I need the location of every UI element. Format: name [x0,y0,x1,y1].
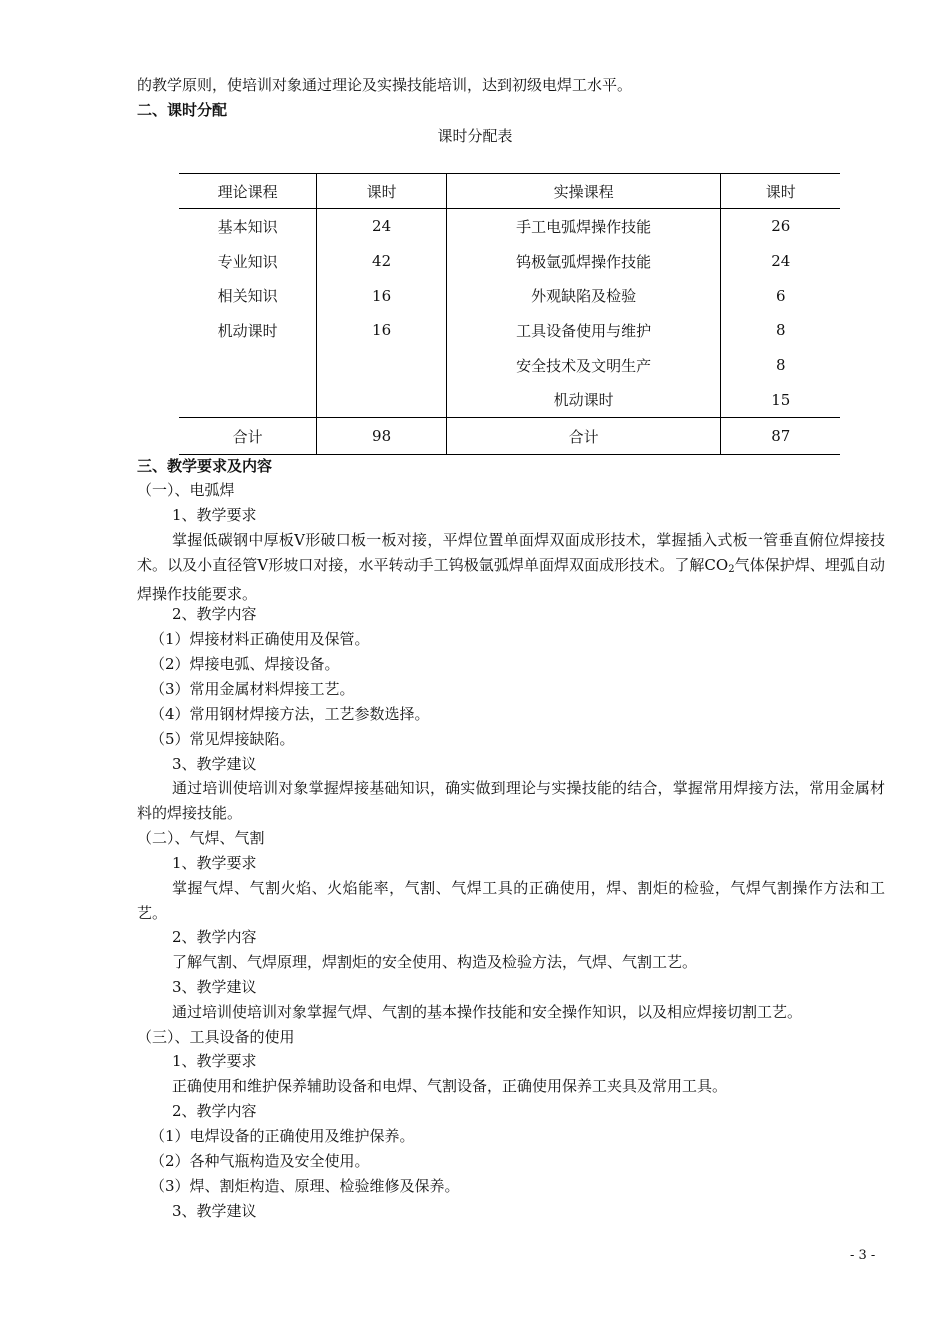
table-row [179,244,840,279]
list-item: （3）常用金属材料焊接工艺。 [150,680,355,698]
arc-requirement-title: 1、教学要求 [172,506,257,524]
gas-advice-title: 3、教学建议 [172,978,257,996]
co2-subscript: 2 [728,564,735,575]
tools-content-title: 2、教学内容 [172,1102,257,1120]
table-cell: 相关知识 [179,278,317,313]
table-row [179,209,840,244]
tools-requirement-text: 正确使用和维护保养辅助设备和电焊、气割设备，正确使用保养工夹具及常用工具。 [172,1077,728,1095]
list-item: （3）焊、割炬构造、原理、检验维修及保养。 [150,1177,460,1195]
table-cell: 钨极氩弧焊操作技能 [446,244,721,279]
table-cell: 6 [775,286,786,305]
arc-advice-title: 3、教学建议 [172,755,257,773]
table-cell: 8 [775,321,786,340]
table-cell: 工具设备使用与维护 [446,313,721,348]
table-cell: 机动课时 [446,382,721,417]
table-cell [179,348,317,383]
table-row [179,313,840,348]
list-item: （2）各种气瓶构造及安全使用。 [150,1152,370,1170]
hours-table [179,173,840,455]
section-3-heading: 三、教学要求及内容 [137,457,273,475]
table-cell: 42 [317,244,446,279]
total-practice-hours: 87 [721,418,840,455]
arc-advice-text: 通过培训使培训对象掌握焊接基础知识，确实做到理论与实操技能的结合，掌握常用焊接方法，常用金属材料的焊接技能。 [137,779,885,822]
arc-welding-title: （一）、电弧焊 [137,481,235,499]
table-total-row [179,418,840,455]
gas-content-title: 2、教学内容 [172,928,257,946]
gas-requirement-text: 掌握气焊、气割火焰、火焰能率，气割、气焊工具的正确使用，焊、割炬的检验，气焊气割操作方法和工艺。 [137,879,885,922]
table-cell: 15 [771,390,791,409]
table-row [179,278,840,313]
table-cell: 16 [317,278,446,313]
arc-requirement-text-b: 气体保护焊、埋弧自动焊操作技能要求。 [137,556,885,603]
table-cell [317,348,446,383]
table-cell: 26 [771,217,791,236]
table-row [179,382,840,417]
tools-advice-title: 3、教学建议 [172,1202,257,1220]
tools-requirement-title: 1、教学要求 [172,1052,257,1070]
list-item: （1）焊接材料正确使用及保管。 [150,630,370,648]
table-cell [179,382,317,417]
section-2-heading: 二、课时分配 [137,101,228,119]
list-item: （5）常见焊接缺陷。 [150,730,295,748]
arc-content-title: 2、教学内容 [172,605,257,623]
table-cell: 机动课时 [179,313,317,348]
gas-content-text: 了解气割、气焊原理，焊割炬的安全使用、构造及检验方法，气焊、气割工艺。 [172,953,698,971]
list-item: （4）常用钢材焊接方法，工艺参数选择。 [150,705,430,723]
total-theory-hours: 98 [317,418,446,455]
gas-advice-text: 通过培训使培训对象掌握气焊、气割的基本操作技能和安全操作知识，以及相应焊接切割工艺。 [172,1003,803,1021]
list-item: （1）电焊设备的正确使用及维护保养。 [150,1127,415,1145]
table-cell [317,382,446,417]
arc-requirement-text-a: 掌握低碳钢中厚板V形破口板一板对接，平焊位置单面焊双面成形技术，掌握插入式板一管垂直俯位焊接技术。以及小直径管V形坡口对接，水平转动手工钨极氩弧焊单面焊双面成形技术。了解CO [137,531,885,574]
page-number: - 3 - [850,1248,876,1263]
table-cell: 外观缺陷及检验 [446,278,721,313]
header-practice-hours: 课时 [721,174,840,209]
table-cell: 专业知识 [179,244,317,279]
header-theory-hours: 课时 [317,174,446,209]
header-practice-course: 实操课程 [446,174,721,209]
table-cell: 16 [317,313,446,348]
header-theory-course: 理论课程 [179,174,317,209]
list-item: （2）焊接电弧、焊接设备。 [150,655,340,673]
table-cell: 24 [771,252,791,271]
table-row [179,348,840,383]
arc-requirement-text [137,528,885,607]
table-header-row [179,174,840,209]
table-caption: 课时分配表 [437,127,513,145]
gas-welding-title: （二）、气焊、气割 [137,829,265,847]
table-cell: 24 [317,209,446,244]
table-cell: 基本知识 [179,209,317,244]
table-cell: 安全技术及文明生产 [446,348,721,383]
gas-requirement-title: 1、教学要求 [172,854,257,872]
table-cell: 手工电弧焊操作技能 [446,209,721,244]
total-label-theory: 合计 [179,418,317,455]
table-cell: 8 [775,356,786,375]
total-label-practice: 合计 [446,418,721,455]
intro-line: 的教学原则，使培训对象通过理论及实操技能培训，达到初级电焊工水平。 [137,76,633,94]
tools-title: （三）、工具设备的使用 [137,1028,295,1046]
